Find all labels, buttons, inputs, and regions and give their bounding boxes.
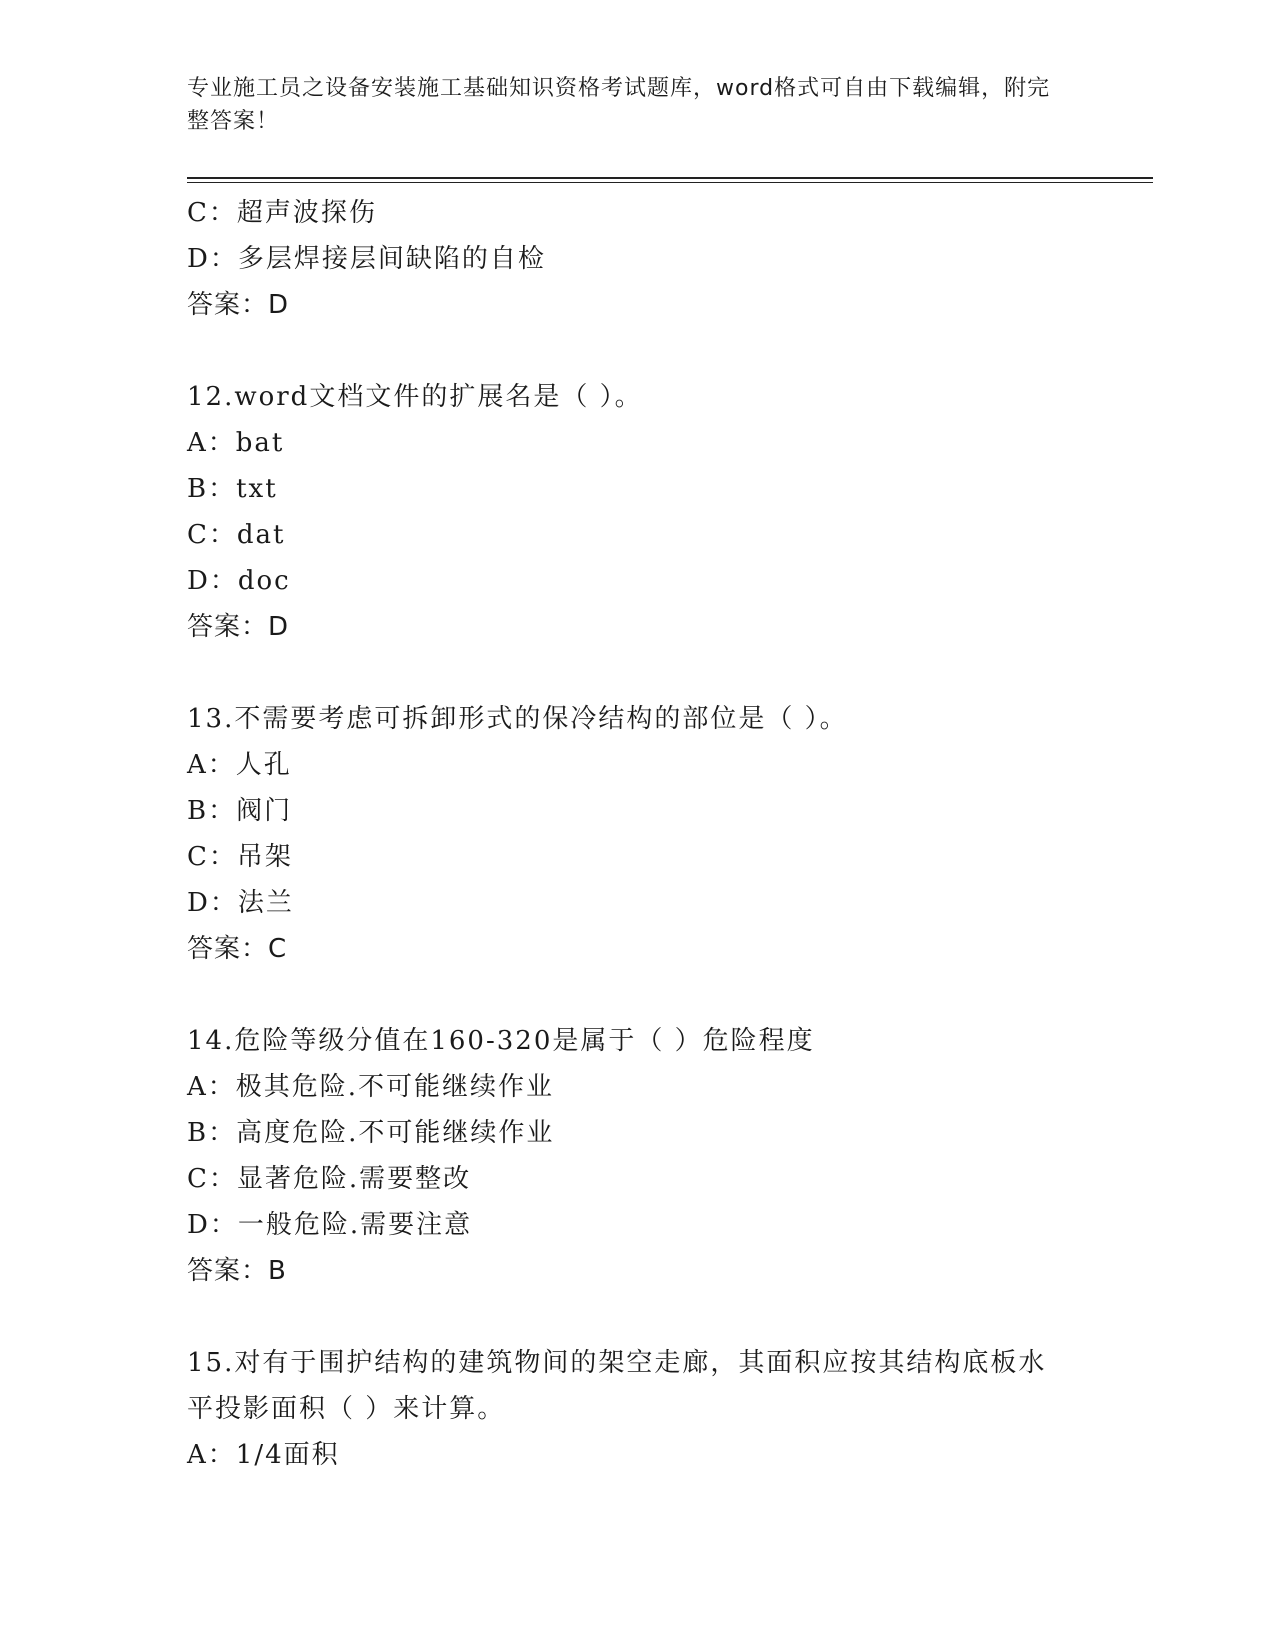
question-stem: 15.对有于围护结构的建筑物间的架空走廊，其面积应按其结构底板水平投影面积（ ）来计算。 <box>187 1348 1047 1424</box>
option-c: C：吊架 <box>187 842 293 872</box>
option-d: D：一般危险.需要注意 <box>187 1210 473 1240</box>
question-13 <box>187 696 1087 972</box>
question-14 <box>187 1018 1087 1294</box>
document-header: 专业施工员之设备安装施工基础知识资格考试题库，word格式可自由下载编辑，附完整答案！ <box>187 76 1051 134</box>
option-a: A：1/4面积 <box>187 1440 340 1470</box>
question-11-tail <box>187 190 1087 328</box>
header-divider-thin <box>187 182 1153 183</box>
question-stem: 14.危险等级分值在160-320是属于（ ）危险程度 <box>187 1026 815 1056</box>
question-12 <box>187 374 1087 650</box>
option-b: B：阀门 <box>187 796 293 826</box>
document-body <box>187 190 1087 1478</box>
option-b: B：txt <box>187 474 278 504</box>
spacer <box>187 1294 1087 1340</box>
option-c: C：显著危险.需要整改 <box>187 1164 472 1194</box>
spacer <box>187 328 1087 374</box>
option-b: B：高度危险.不可能继续作业 <box>187 1118 555 1148</box>
answer: 答案：C <box>187 934 288 964</box>
answer: 答案：D <box>187 290 290 320</box>
header-divider-thick <box>187 177 1153 179</box>
option-c: C：超声波探伤 <box>187 198 377 228</box>
question-stem: 12.word文档文件的扩展名是（ ）。 <box>187 382 643 412</box>
question-15 <box>187 1340 1087 1478</box>
option-a: A：bat <box>187 428 285 458</box>
option-d: D：多层焊接层间缺陷的自检 <box>187 244 546 274</box>
answer: 答案：B <box>187 1256 287 1286</box>
question-stem: 13.不需要考虑可拆卸形式的保冷结构的部位是（ ）。 <box>187 704 848 734</box>
option-d: D：doc <box>187 566 291 596</box>
option-c: C：dat <box>187 520 286 550</box>
spacer <box>187 972 1087 1018</box>
option-a: A：极其危险.不可能继续作业 <box>187 1072 555 1102</box>
option-d: D：法兰 <box>187 888 294 918</box>
option-a: A：人孔 <box>187 750 292 780</box>
answer: 答案：D <box>187 612 290 642</box>
spacer <box>187 650 1087 696</box>
